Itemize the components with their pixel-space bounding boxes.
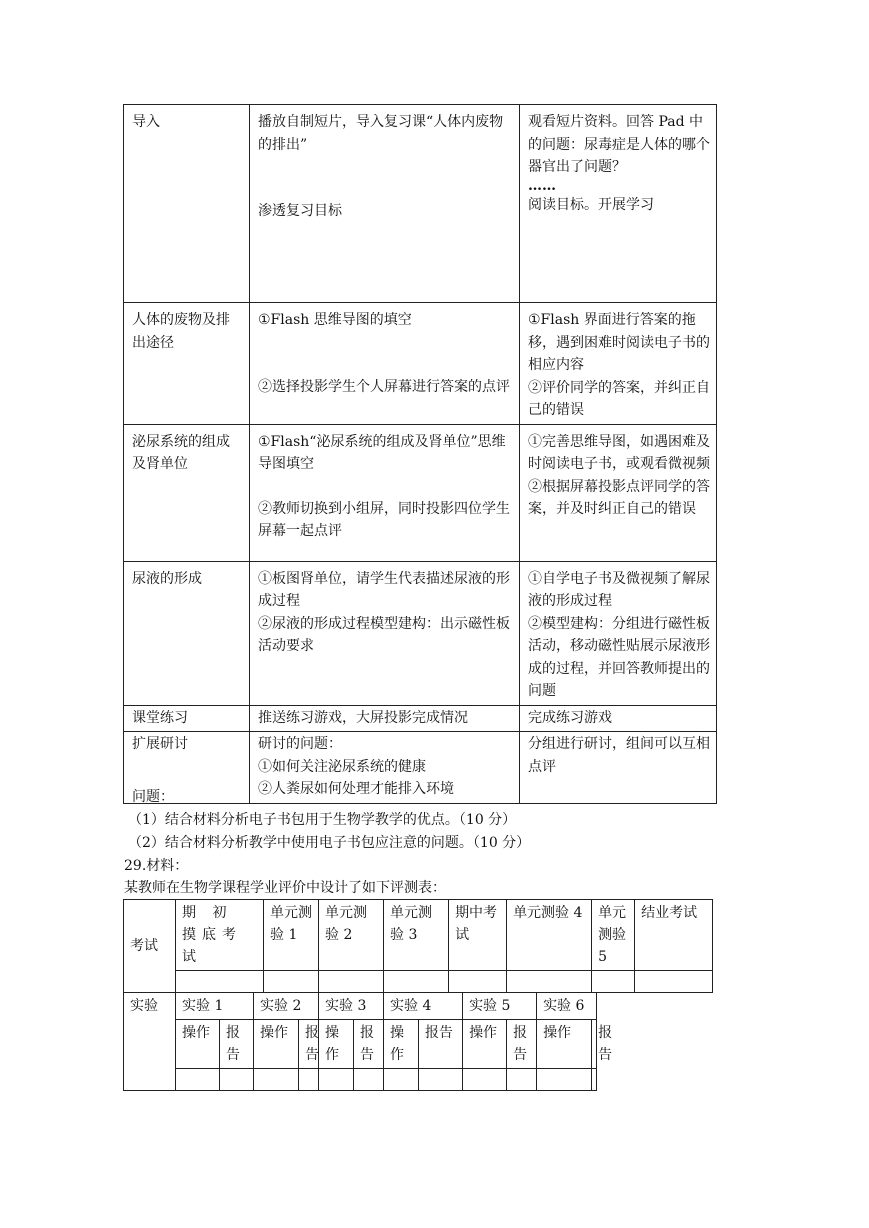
sub-op-cell: 操作: [463, 1020, 507, 1069]
empty-cell: [597, 993, 713, 1020]
sub-report-cell: 报告: [299, 1020, 319, 1069]
empty-cell: [176, 971, 264, 993]
empty-cell: [419, 1069, 463, 1091]
lab-header: 实验 4: [384, 993, 463, 1020]
empty-cell: [635, 971, 713, 993]
table-row: [124, 1020, 713, 1069]
empty-cell: [354, 1069, 384, 1091]
exam-column-header: 单元测验 5: [592, 900, 635, 971]
student-activity-cell: 观看短片资料。回答 Pad 中的问题：尿毒症是人体的哪个器官出了问题？ …… 阅读目标。开展学习: [520, 105, 717, 303]
item-29-intro: 某教师在生物学课程学业评价中设计了如下评测表：: [124, 880, 446, 896]
lab-header: 实验 2: [254, 993, 319, 1020]
lab-header: 实验 5: [463, 993, 537, 1020]
exam-column-header: 单元测验 3: [384, 900, 449, 971]
empty-cell: [537, 1069, 592, 1091]
empty-cell: [597, 1069, 664, 1091]
table-row: [124, 303, 717, 425]
empty-cell: [384, 1069, 419, 1091]
lab-header: 实验 6: [537, 993, 597, 1020]
exam-column-header: 单元测验 1: [264, 900, 319, 971]
question-1: （1）结合材料分析电子书包用于生物学教学的优点。（10 分）: [128, 812, 517, 828]
sub-op-cell: 操作: [319, 1020, 354, 1069]
student-activity-cell: ①完善思维导图，如遇困难及时阅读电子书，或观看微视频 ②根据屏幕投影点评同学的答案，并及时纠正自己的错误: [520, 424, 717, 561]
table-row: [124, 1069, 713, 1091]
table-row: [124, 561, 717, 705]
empty-cell: [384, 971, 449, 993]
student-activity-cell: ①自学电子书及微视频了解尿液的形成过程 ②模型建构：分组进行磁性板活动，移动磁性贴展示尿液形成的过程，并回答教师提出的问题: [520, 561, 717, 705]
lesson-table: [123, 104, 717, 804]
sub-op-cell: 操作: [384, 1020, 419, 1069]
exam-label-cell: 考试: [124, 900, 176, 993]
sub-report-cell: 报告: [592, 1020, 597, 1069]
sub-op-cell: 操作: [176, 1020, 220, 1069]
sub-report-cell: 报告: [220, 1020, 254, 1069]
evaluation-table: [123, 899, 713, 1091]
sub-op-cell: 操作: [254, 1020, 299, 1069]
questions-heading: 问题：: [132, 789, 174, 805]
table-row: [124, 105, 717, 303]
sub-report-cell: 报告: [507, 1020, 537, 1069]
stage-cell: 扩展研讨: [124, 732, 250, 804]
sub-report-cell: 报告: [354, 1020, 384, 1069]
lab-label-cell: 实验: [124, 993, 176, 1091]
empty-cell: [299, 1069, 319, 1091]
exam-column-header: 单元测验 2: [319, 900, 384, 971]
table-row: [124, 900, 713, 971]
empty-cell: [264, 971, 319, 993]
empty-cell: [176, 1069, 220, 1091]
table-row: [124, 732, 717, 804]
empty-cell: [507, 971, 592, 993]
sub-report-cell: 报告: [419, 1020, 463, 1069]
student-activity-cell: 完成练习游戏: [520, 705, 717, 732]
teacher-activity-cell: 推送练习游戏，大屏投影完成情况: [250, 705, 520, 732]
empty-cell: [592, 971, 635, 993]
stage-cell: 导入: [124, 105, 250, 303]
teacher-activity-cell: 研讨的问题： ①如何关注泌尿系统的健康 ②人粪尿如何处理才能排入环境: [250, 732, 520, 804]
student-activity-cell: ①Flash 界面进行答案的拖移，遇到困难时阅读电子书的相应内容 ②评价同学的答案，并纠正自己的错误: [520, 303, 717, 425]
sub-op-cell: 操作: [537, 1020, 592, 1069]
question-2: （2）结合材料分析教学中使用电子书包应注意的问题。（10 分）: [128, 835, 531, 851]
teacher-activity-cell: 播放自制短片，导入复习课“人体内废物的排出” 渗透复习目标: [250, 105, 520, 303]
exam-column-header: 结业考试: [635, 900, 713, 971]
empty-cell: [220, 1069, 254, 1091]
exam-column-header: 期中考试: [449, 900, 507, 971]
stage-cell: 尿液的形成: [124, 561, 250, 705]
lab-header: 实验 3: [319, 993, 384, 1020]
teacher-activity-cell: ①板图肾单位，请学生代表描述尿液的形成过程 ②尿液的形成过程模型建构：出示磁性板活动要求: [250, 561, 520, 705]
empty-cell: [319, 971, 384, 993]
table-row: [124, 424, 717, 561]
exam-column-header: 单元测验 4: [507, 900, 592, 971]
stage-cell: 泌尿系统的组成及肾单位: [124, 424, 250, 561]
table-row: [124, 993, 713, 1020]
empty-cell: [449, 971, 507, 993]
empty-cell: [254, 1069, 299, 1091]
table-row: [124, 705, 717, 732]
empty-cell: [463, 1069, 507, 1091]
exam-column-header: 期 初 摸底考试: [176, 900, 264, 971]
stage-cell: 课堂练习: [124, 705, 250, 732]
empty-cell: [507, 1069, 537, 1091]
lab-header: 实验 1: [176, 993, 254, 1020]
table-row: [124, 971, 713, 993]
teacher-activity-cell: ①Flash 思维导图的填空 ②选择投影学生个人屏幕进行答案的点评: [250, 303, 520, 425]
item-29-heading: 29.材料：: [124, 858, 189, 874]
stage-cell: 人体的废物及排出途径: [124, 303, 250, 425]
empty-cell: [319, 1069, 354, 1091]
teacher-activity-cell: ①Flash“泌尿系统的组成及肾单位”思维导图填空 ②教师切换到小组屏，同时投影四位学生屏幕一起点评: [250, 424, 520, 561]
student-activity-cell: 分组进行研讨，组间可以互相点评: [520, 732, 717, 804]
